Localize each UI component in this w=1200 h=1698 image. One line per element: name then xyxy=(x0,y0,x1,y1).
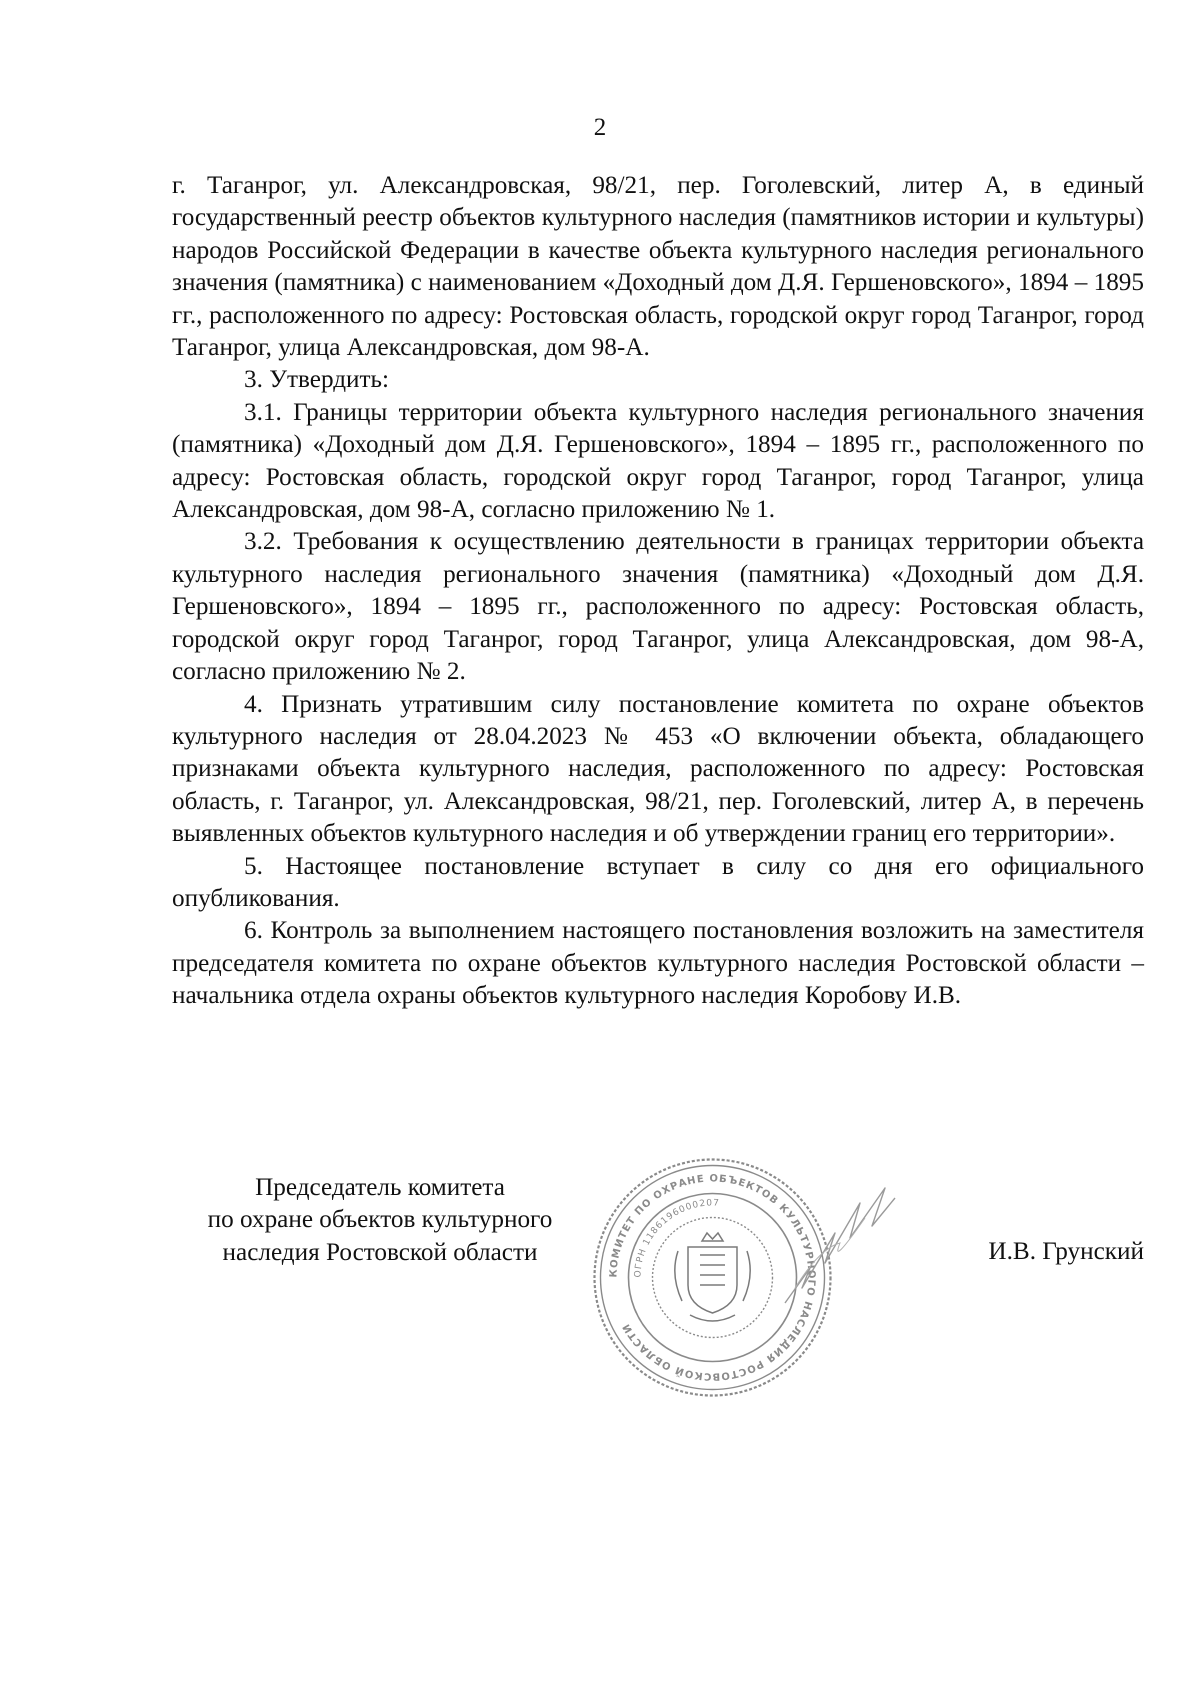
paragraph-item-4: 4. Признать утратившим силу постановление комитета по охране объектов культурного наследия от 28.04.2023 № 453 «О включении объекта, обладающего признаками объекта культурного наследия, расположенного по адресу: Ростовская область, г. Таганрог, ул. Александровская, 98/21, пер. Гоголевский, литер А, в перечень выявленных объектов культурного наследия и об утверждении границ его территории». xyxy=(172,690,1144,848)
paragraph-item-5: 5. Настоящее постановление вступает в силу со дня его официального опубликования. xyxy=(172,852,1144,912)
handwritten-signature xyxy=(780,1178,900,1328)
signatory-name: И.В. Грунский xyxy=(988,1238,1144,1265)
paragraph-continuation: г. Таганрог, ул. Александровская, 98/21, пер. Гоголевский, литер А, в единый государственный реестр объектов культурного наследия (памятников истории и культуры) народов Российской Федерации в качестве объекта культурного наследия регионального значения (памятника) с наименованием «Доходный дом Д.Я. Гершеновского», 1894 – 1895 гг., расположенного по адресу: Ростовская область, городской округ город Таганрог, город Таганрог, улица Александровская, дом 98-А. xyxy=(172,172,1144,362)
svg-text:ОГРН 1186196000207: ОГРН 1186196000207 xyxy=(633,1198,721,1278)
signatory-position-line: Председатель комитета xyxy=(255,1174,505,1201)
signatory-position-line: по охране объектов культурного xyxy=(207,1206,553,1234)
paragraph-item-3-1: 3.1. Границы территории объекта культурного наследия регионального значения (памятника) «Доходный дом Д.Я. Гершеновского», 1894 – 1895 гг., расположенного по адресу: Ростовская область, городской округ город Таганрог, город Таганрог, улица Александровская, дом 98-А, согласно приложению № 1. xyxy=(172,398,1144,524)
svg-text:КОМИТЕТ ПО ОХРАНЕ ОБЪЕКТОВ КУЛ: КОМИТЕТ ПО ОХРАНЕ ОБЪЕКТОВ КУЛЬТУРНОГО НАСЛЕДИЯ РОСТОВСКОЙ ОБЛАСТИ xyxy=(608,1173,817,1382)
paragraph-item-3: 3. Утвердить: xyxy=(244,366,390,394)
coat-of-arms-icon xyxy=(675,1233,750,1321)
signatory-position-line: наследия Ростовской области xyxy=(222,1238,538,1266)
page-number: 2 xyxy=(593,114,607,141)
paragraph-item-6: 6. Контроль за выполнением настоящего постановления возложить на заместителя председателя комитета по охране объектов культурного наследия Ростовской области – начальника отдела охраны объектов культурного наследия Коробову И.В. xyxy=(172,917,1144,1010)
signatory-position xyxy=(170,1172,590,1269)
document-body xyxy=(172,170,1144,1013)
paragraph-item-3-2: 3.2. Требования к осуществлению деятельности в границах территории объекта культурного наследия регионального значения (памятника) «Доходный дом Д.Я. Гершеновского», 1894 – 1895 гг., расположенного по адресу: Ростовская область, городской округ город Таганрог, город Таганрог, улица Александровская, дом 98-А, согласно приложению № 2. xyxy=(172,528,1144,686)
